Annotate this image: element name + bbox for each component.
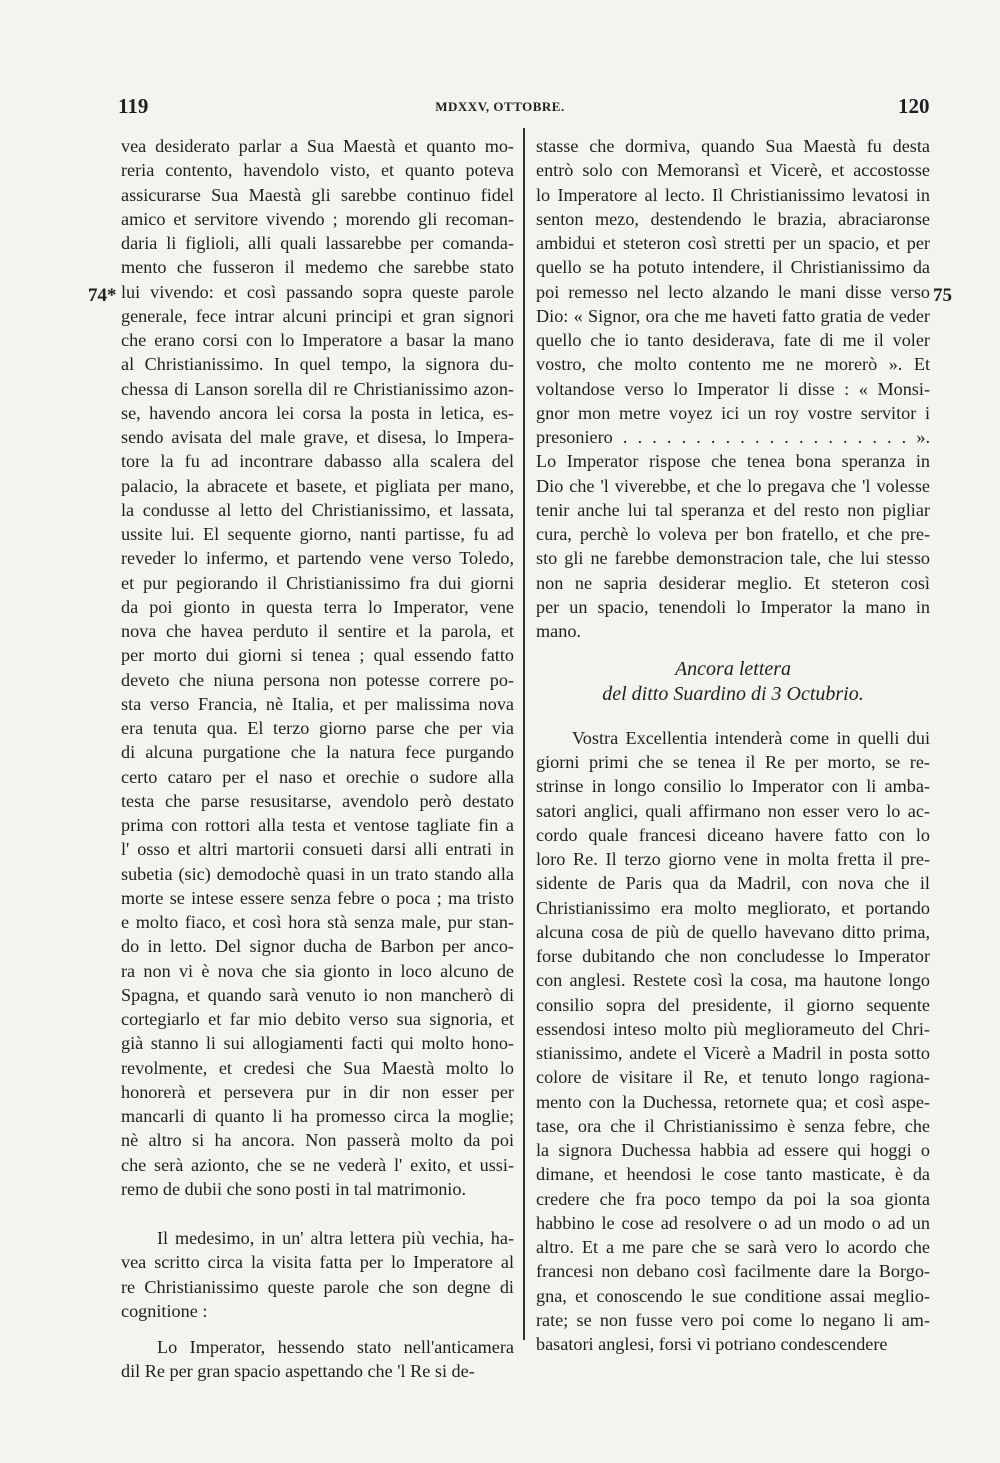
text-line: entrò solo con Memoransì et Vicerè, et accostosse <box>536 160 930 181</box>
paragraph-gap <box>121 1323 514 1335</box>
text-line: testa che parse resusitarse, avendolo però destato <box>121 790 514 811</box>
text-line: daria li figlioli, alli quali lassarebbe per comanda- <box>121 233 514 253</box>
text-line: stasse che dormiva, quando Sua Maestà fu desta <box>536 136 930 156</box>
text-line: lo Imperatore al lecto. Il Christianissimo levatosi in <box>536 184 930 205</box>
text-line: vea scritto circa la visita fatta per lo Imperatore al <box>121 1252 514 1273</box>
text-line: con anglesi. Restete così la cosa, ma hautone longo <box>536 970 930 991</box>
text-line: remo de dubii che sono posti in tal matrimonio. <box>121 1178 467 1199</box>
margin-note-right: 75 <box>933 285 952 306</box>
text-line: al Christianissimo. In quel tempo, la signora du- <box>121 354 514 375</box>
text-line: vea desiderato parlar a Sua Maestà et quanto mo- <box>121 136 514 156</box>
text-line: e molto fiaco, et così hora stà senza male, pur stan- <box>121 912 514 932</box>
text-line: basatori anglesi, forsi vi potriano condescendere <box>536 1334 888 1354</box>
text-line: se, havendo ancora lei corsa la posta in letica, es- <box>121 402 514 423</box>
text-line: honorerà et persevera pur in dir non esser per <box>121 1081 514 1102</box>
text-line: senton mezo, destendendo le brazia, abraciaronse <box>536 208 930 229</box>
text-line: strinse in longo consilio lo Imperator con li amba- <box>536 776 930 797</box>
text-line: dimane, et heendosi le cose tanto masticate, è da <box>536 1164 930 1185</box>
text-line: chessa di Lanson sorella dil re Christianissimo azon- <box>121 378 514 399</box>
text-line: generale, fece intrar alcuni principi et gran signori <box>121 305 514 326</box>
text-line: ussite lui. El sequente giorno, nanti partisse, fu ad <box>121 524 514 544</box>
text-line: quello se ha potuto intendere, il Christianissimo da <box>536 257 930 278</box>
page-number-right: 120 <box>898 94 930 118</box>
text-line: gnor mon metre voyez ici un roy vostre servitor i <box>536 402 930 423</box>
text-line: Ancora lettera <box>674 658 792 681</box>
text-line: subetia (sic) demodochè quasi in un trato stando alla <box>121 863 514 884</box>
text-line: et pur pegiorando il Christianissimo fra dui giorni <box>121 572 514 593</box>
text-line: la signora Duchessa habbia ad essere qui hoggi o <box>536 1140 930 1160</box>
text-line: certo cataro per el naso et orechie o sudore alla <box>121 766 514 787</box>
text-line: cura, perchè lo voleva per bon fratello, et che pre- <box>536 524 930 544</box>
text-line: quello che io tanto desiderava, fate di me il voler <box>536 330 930 350</box>
text-line: morte se intese essere senza febre o poca ; ma tristo <box>121 887 514 908</box>
text-line: Vostra Excellentia intenderà come in quelli dui <box>572 727 930 748</box>
text-line: essendosi inteso molto più megliorameuto del Chri- <box>536 1018 930 1039</box>
text-line: consilio sopra del presidente, il giorno sequente <box>536 994 930 1015</box>
text-line: giorni primi che se tenea il Re per morto, se re- <box>536 752 930 772</box>
left-column <box>121 134 514 1384</box>
text-line: per morto dui giorni si tenea ; qual essendo fatto <box>121 645 514 666</box>
text-line: Lo Imperator, hessendo stato nell'anticamera <box>157 1337 514 1357</box>
text-line: alcuna cosa de più de quello havevano ditto prima, <box>536 921 930 942</box>
text-line: deveto che niuna persona non potesse correre po- <box>121 669 514 690</box>
text-line: rate; se non fusse vero poi come lo negano li am- <box>536 1309 930 1330</box>
paragraph-gap <box>536 706 930 726</box>
text-line: mento che fusseron il medemo che sarebbe stato <box>121 257 514 278</box>
text-line: nova che havea perduto il sentire et la parola, et <box>121 621 514 641</box>
text-line: Dio: « Signor, ora che me haveti fatto gratia de veder <box>536 305 930 326</box>
text-line: di alcuna purgatione che la natura fece purgando <box>121 742 514 763</box>
text-line: credere che fra poco tempo da poi la soa gionta <box>536 1188 930 1209</box>
text-line: ra non vi è nova che sia gionto in loco alcuno de <box>121 960 514 981</box>
page-number-left: 119 <box>118 94 149 118</box>
text-line: habbino le cose ad resolvere o ad un modo o ad un <box>536 1212 930 1233</box>
text-line: Il medesimo, in un' altra lettera più vechia, ha- <box>157 1228 514 1248</box>
text-line: lui vivendo: et così passando sopra queste parole <box>121 281 514 302</box>
text-line: mancarli di quanto li ha promesso circa la moglie; <box>121 1106 514 1126</box>
paragraph-gap <box>121 1201 514 1226</box>
text-line: gna, et conoscendo le sue conditione assai meglio- <box>536 1285 930 1306</box>
text-line: reveder lo infermo, et partendo vene verso Toledo, <box>121 548 514 569</box>
text-line: reria contento, havendolo visto, et quanto poteva <box>121 160 514 181</box>
text-line: Spagna, et quando sarà venuto io non mancherò di <box>121 984 514 1005</box>
text-line: nè altro si ha ancora. Non passerà molto da poi <box>121 1130 514 1151</box>
text-line: forse dubitando che non concludesse lo Imperator <box>536 946 930 966</box>
text-line: re Christianissimo queste parole che son degne di <box>121 1276 514 1297</box>
text-line: assicurarse Sua Maestà gli sarebbe continuo fidel <box>121 184 514 205</box>
text-line: la condusse al letto del Christianissimo, et lassata, <box>121 499 514 520</box>
column-divider <box>523 128 525 1340</box>
text-line: do in letto. Del signor ducha de Barbon per anco- <box>121 936 514 957</box>
text-line: già stanno li sui allogiamenti facti qui molto hono- <box>121 1033 514 1054</box>
text-line: vostro, che molto contento me ne morerò ». Et <box>536 354 930 375</box>
text-line: stianissimo, andete el Vicerè a Madril in posta sotto <box>536 1043 930 1063</box>
text-line: dil Re per gran spacio aspettando che 'l Re si de- <box>121 1361 475 1382</box>
text-line: loro Re. Il terzo giorno vene in molta fretta il pre- <box>536 849 930 869</box>
text-line: Lo Imperator rispose che tenea bona speranza in <box>536 451 930 472</box>
text-line: sendo avisata del male grave, et disesa, lo Impera- <box>121 427 514 447</box>
text-line: cordo quale francesi diceano havere fatto con lo <box>536 824 930 845</box>
text-line: amico et servitore vivendo ; morendo gli recoman- <box>121 208 514 229</box>
right-column <box>536 134 930 1356</box>
text-line: voltandose verso lo Imperator li disse : « Monsi- <box>536 378 930 399</box>
text-line: per un spacio, tenendoli lo Imperator la mano in <box>536 596 930 617</box>
text-line: Christianissimo era molto megliorato, et portando <box>536 897 930 918</box>
text-line: tenir anche lui tal speranza et del resto non pigliar <box>536 499 930 520</box>
text-line: tase, ora che il Christianissimo è senza febre, che <box>536 1115 930 1136</box>
text-line: che serà azionto, che se ne vederà l' exito, et ussi- <box>121 1154 514 1175</box>
text-line: palacio, la abracete et basete, et pigliata per mano, <box>121 475 514 496</box>
text-line: revolmente, et credesi che Sua Maestà molto lo <box>121 1057 514 1078</box>
margin-note-left: 74* <box>88 285 117 306</box>
text-line: non ne sapria desiderar meglio. Et steteron così <box>536 572 930 593</box>
text-line: era tenuta qua. El terzo giorno parse che per via <box>121 718 514 738</box>
text-line: Dio che 'l viverebbe, et che lo pregava che 'l volesse <box>536 475 930 496</box>
text-line: mento con la Duchessa, retornete qua; et così aspe- <box>536 1091 930 1112</box>
text-line: colore de visitare il Re, et tenuto longo ragiona- <box>536 1067 930 1088</box>
text-line: sta verso Francia, nè Italia, et per malissima nova <box>121 693 514 714</box>
text-line: cognitione : <box>121 1300 208 1321</box>
text-line: ambidui et steteron così stretti per un spacio, et per <box>536 233 930 253</box>
text-line: tore la fu ad incontrare dabasso alla scalera del <box>121 451 514 472</box>
text-line: prima con rottori alla testa et ventose tagliate fin a <box>121 815 514 835</box>
paragraph-gap <box>536 643 930 657</box>
text-line: del ditto Suardino di 3 Octubrio. <box>602 682 864 705</box>
text-line: francesi non debano così facilmente dare la Borgo- <box>536 1261 930 1282</box>
text-line: mano. <box>536 621 581 641</box>
text-line: sto gli ne farebbe demonstracion tale, che lui stesso <box>536 548 930 569</box>
running-title: MDXXV, OTTOBRE. <box>435 99 565 114</box>
text-line: l' osso et altri martorii consueti darsi alli entrati in <box>121 839 514 860</box>
text-line: da poi gionto in questa terra lo Imperator, vene <box>121 596 514 617</box>
text-line: cortegiarlo et far mio debito verso sua signoria, et <box>121 1009 514 1029</box>
text-line: poi remesso nel lecto alzando le mani disse verso <box>536 281 930 302</box>
text-line: che erano corsi con lo Imperatore a basar la mano <box>121 330 514 350</box>
text-line: sidente de Paris qua da Madril, con nova che il <box>536 873 930 894</box>
text-line: presoniero . . . . . . . . . . . . . . . . . . . . ». <box>536 427 930 447</box>
text-line: altro. Et a me pare che se sarà vero lo acordo che <box>536 1237 930 1257</box>
text-line: satori anglici, quali affirmano non esser vero lo ac- <box>536 800 930 821</box>
